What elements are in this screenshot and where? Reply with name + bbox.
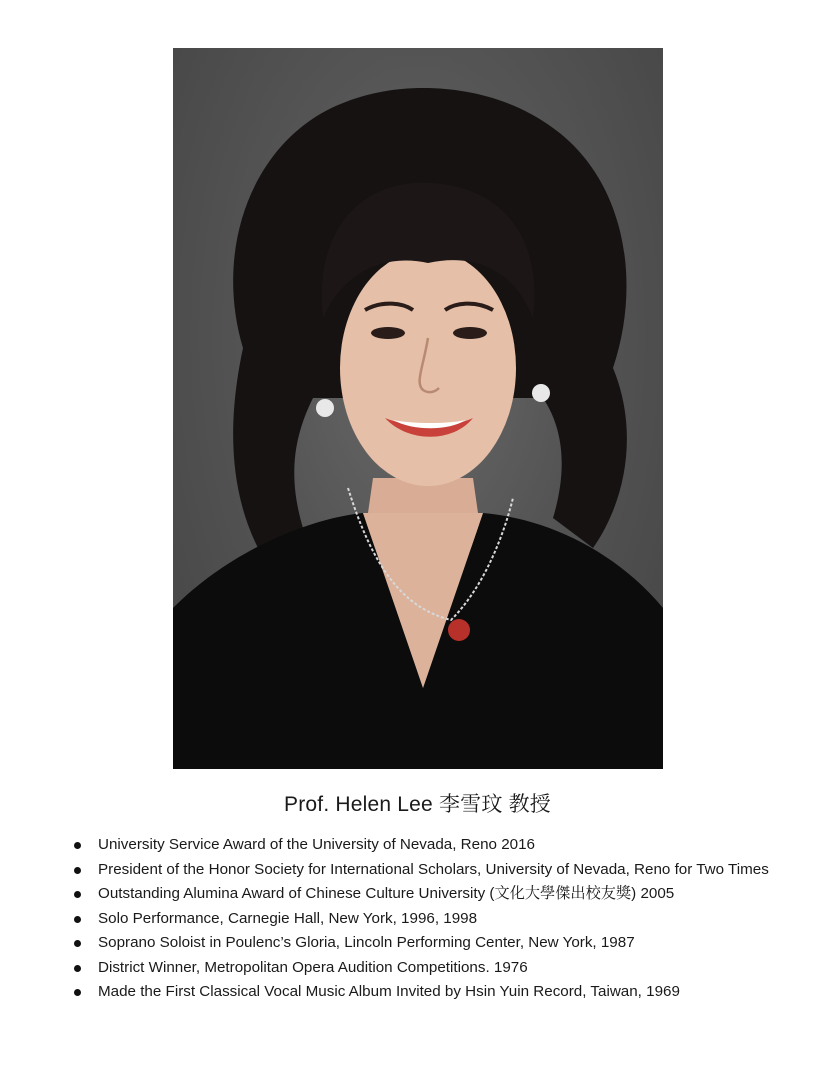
profile-name-heading <box>0 788 835 818</box>
portrait-illustration <box>173 48 663 769</box>
left-earring <box>316 399 334 417</box>
right-eye <box>453 327 487 339</box>
bullet-icon <box>74 965 81 972</box>
achievement-text: District Winner, Metropolitan Opera Audition Competitions. 1976 <box>98 958 528 976</box>
achievement-text: Outstanding Alumina Award of Chinese Culture University (文化大學傑出校友獎) 2005 <box>98 885 675 902</box>
achievement-text: President of the Honor Society for International Scholars, University of Nevada, Reno for Two Times <box>98 860 769 878</box>
portrait-photo <box>173 48 663 769</box>
bullet-icon <box>74 842 81 849</box>
achievement-text: Solo Performance, Carnegie Hall, New York, 1996, 1998 <box>98 909 478 927</box>
pendant <box>448 619 470 641</box>
bullet-icon <box>74 989 81 996</box>
face <box>340 250 516 486</box>
list-item <box>72 882 792 907</box>
achievements-list <box>72 833 792 1005</box>
list-item <box>72 858 792 883</box>
bullet-icon <box>74 916 81 923</box>
left-eye <box>371 327 405 339</box>
achievement-text: Soprano Soloist in Poulenc’s Gloria, Lincoln Performing Center, New York, 1987 <box>98 934 635 951</box>
achievement-text: University Service Award of the University of Nevada, Reno 2016 <box>98 836 535 853</box>
list-item <box>72 980 792 1005</box>
list-item <box>72 931 792 956</box>
list-item <box>72 956 792 981</box>
bullet-icon <box>74 867 81 874</box>
bullet-icon <box>74 891 81 898</box>
list-item <box>72 833 792 858</box>
right-earring <box>532 384 550 402</box>
list-item <box>72 907 792 932</box>
profile-name-chinese: 李雪玟 教授 <box>438 793 551 816</box>
bullet-icon <box>74 940 81 947</box>
achievement-text: Made the First Classical Vocal Music Album Invited by Hsin Yuin Record, Taiwan, 1969 <box>98 983 680 1000</box>
profile-name: Prof. Helen Lee <box>284 793 433 816</box>
